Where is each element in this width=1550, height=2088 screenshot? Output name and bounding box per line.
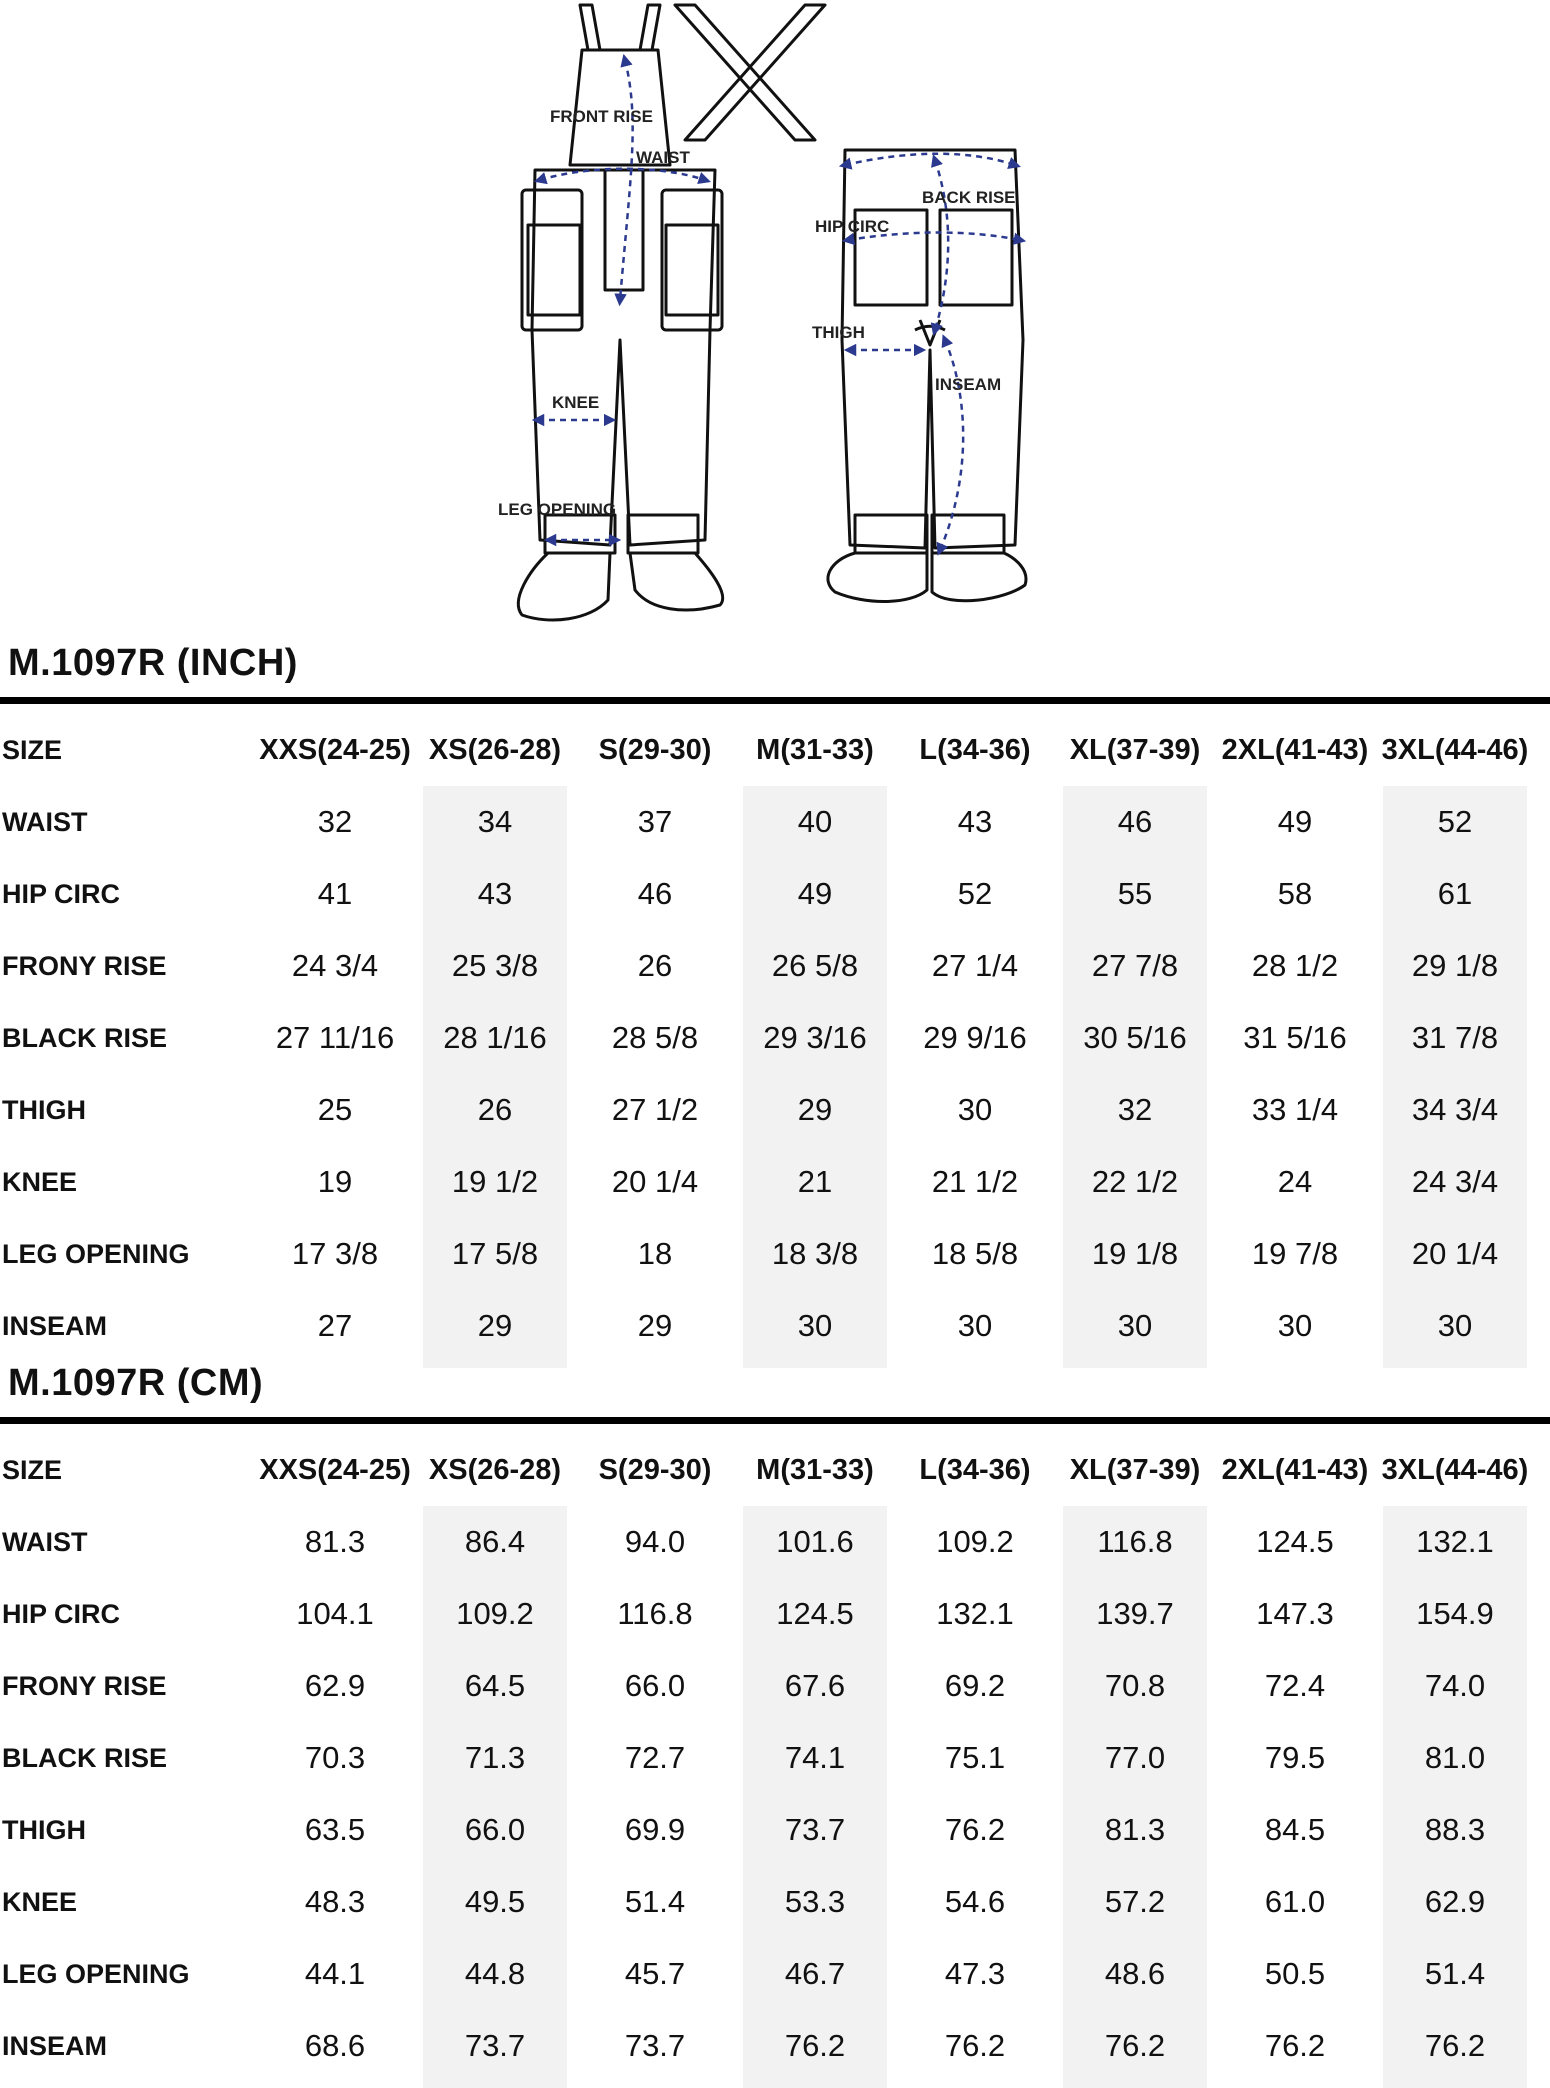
table-row: [0, 1800, 1550, 1860]
measurement-value: 109.2: [936, 1524, 1014, 1559]
measurement-value: 41: [317, 876, 353, 911]
measurement-value: 48.6: [1104, 1956, 1166, 1991]
measurement-label: BLACK RISE: [2, 1743, 168, 1773]
measurement-value: 54.6: [944, 1884, 1006, 1919]
measurement-value: 109.2: [456, 1596, 534, 1631]
size-header-cell: 2XL(41-43): [1221, 734, 1369, 766]
measurement-value: 76.2: [1264, 2028, 1326, 2063]
measurement-value: 52: [957, 876, 993, 911]
size-header-cell: S(29-30): [598, 1454, 712, 1486]
measurement-value: 43: [957, 804, 993, 839]
size-header-row: [0, 720, 1550, 780]
measurement-value: 30: [797, 1308, 833, 1343]
measurement-value: 132.1: [936, 1596, 1014, 1631]
measurement-value: 94.0: [624, 1524, 686, 1559]
measurement-value: 69.9: [624, 1812, 686, 1847]
table-row: [0, 936, 1550, 996]
measurement-value: 58: [1277, 876, 1313, 911]
measurement-value: 29 3/16: [763, 1020, 867, 1055]
measurement-value: 61.0: [1264, 1884, 1326, 1919]
measurement-value: 25 3/8: [451, 948, 539, 983]
inch-chart-title: M.1097R (INCH): [8, 642, 298, 684]
measurement-value: 63.5: [304, 1812, 366, 1847]
table-row: [0, 1224, 1550, 1284]
measurement-value: 76.2: [1104, 2028, 1166, 2063]
measurement-value: 57.2: [1104, 1884, 1166, 1919]
back-view-drawing: [675, 5, 1026, 602]
inseam-label: INSEAM: [935, 375, 1002, 394]
measurement-value: 79.5: [1264, 1740, 1326, 1775]
measurement-value: 19 1/2: [451, 1164, 539, 1199]
measurement-value: 33 1/4: [1251, 1092, 1339, 1127]
measurement-value: 69.2: [944, 1668, 1006, 1703]
size-header-cell: M(31-33): [756, 734, 874, 766]
measurement-value: 76.2: [1424, 2028, 1486, 2063]
measurement-value: 73.7: [624, 2028, 686, 2063]
measurement-value: 34: [477, 804, 513, 839]
measurement-label: KNEE: [2, 1887, 78, 1917]
table-row: [0, 1728, 1550, 1788]
measurement-label: FRONY RISE: [2, 1671, 167, 1701]
table-row: [0, 1080, 1550, 1140]
size-header-cell: XS(26-28): [428, 1454, 562, 1486]
measurement-value: 43: [477, 876, 513, 911]
size-header-cell: XXS(24-25): [259, 1454, 411, 1486]
measurement-value: 24 3/4: [1411, 1164, 1499, 1199]
measurement-value: 68.6: [304, 2028, 366, 2063]
measurement-value: 101.6: [776, 1524, 854, 1559]
measurement-value: 30: [1437, 1308, 1473, 1343]
measurement-value: 62.9: [304, 1668, 366, 1703]
measurement-value: 81.3: [1104, 1812, 1166, 1847]
measurement-label: KNEE: [2, 1167, 78, 1197]
front-measure-lines: [538, 60, 705, 540]
measurement-value: 84.5: [1264, 1812, 1326, 1847]
measurement-value: 70.3: [304, 1740, 366, 1775]
table-row: [0, 2016, 1550, 2076]
measurement-value: 22 1/2: [1091, 1164, 1179, 1199]
measurement-value: 19: [317, 1164, 353, 1199]
measurement-value: 67.6: [784, 1668, 846, 1703]
cm-title-divider: [0, 1417, 1550, 1424]
back-rise-label: BACK RISE: [922, 188, 1016, 207]
measurement-value: 55: [1117, 876, 1153, 911]
measurement-value: 51.4: [1424, 1956, 1486, 1991]
measurement-value: 76.2: [944, 2028, 1006, 2063]
size-header-cell: M(31-33): [756, 1454, 874, 1486]
measurement-label: FRONY RISE: [2, 951, 167, 981]
measurement-value: 29: [797, 1092, 833, 1127]
measurement-label: LEG OPENING: [2, 1239, 190, 1269]
measurement-value: 30 5/16: [1083, 1020, 1187, 1055]
measurement-value: 61: [1437, 876, 1473, 911]
front-rise-label: FRONT RISE: [550, 107, 653, 126]
measurement-value: 81.0: [1424, 1740, 1486, 1775]
table-row: [0, 1296, 1550, 1356]
size-header-cell: 2XL(41-43): [1221, 1454, 1369, 1486]
waist-label: WAIST: [636, 148, 690, 167]
cm-chart-title: M.1097R (CM): [8, 1362, 264, 1404]
measurement-value: 18 3/8: [771, 1236, 859, 1271]
measurement-value: 30: [1117, 1308, 1153, 1343]
size-header-cell: L(34-36): [919, 734, 1031, 766]
measurement-value: 26 5/8: [771, 948, 859, 983]
measurement-value: 73.7: [464, 2028, 526, 2063]
measurement-value: 30: [957, 1092, 993, 1127]
measurement-label: INSEAM: [2, 1311, 108, 1341]
size-header-cell: XL(37-39): [1069, 734, 1201, 766]
measurement-value: 44.8: [464, 1956, 526, 1991]
size-header-row: [0, 1440, 1550, 1500]
table-row: [0, 1584, 1550, 1644]
measurement-value: 51.4: [624, 1884, 686, 1919]
size-header-cell: S(29-30): [598, 734, 712, 766]
size-header-cell: 3XL(44-46): [1381, 734, 1529, 766]
measurement-value: 71.3: [464, 1740, 526, 1775]
measurement-value: 104.1: [296, 1596, 374, 1631]
measurement-value: 32: [1117, 1092, 1153, 1127]
measurement-label: THIGH: [2, 1815, 86, 1845]
table-row: [0, 1656, 1550, 1716]
measurement-value: 24: [1277, 1164, 1313, 1199]
measurement-value: 77.0: [1104, 1740, 1166, 1775]
measurement-value: 116.8: [1097, 1524, 1173, 1559]
measurement-value: 24 3/4: [291, 948, 379, 983]
measurement-value: 26: [637, 948, 673, 983]
measurement-label: HIP CIRC: [2, 1599, 121, 1629]
measurement-value: 74.1: [784, 1740, 846, 1775]
measurement-value: 40: [797, 804, 833, 839]
measurement-value: 50.5: [1264, 1956, 1326, 1991]
measurement-value: 25: [317, 1092, 353, 1127]
measurement-value: 30: [1277, 1308, 1313, 1343]
measurement-value: 31 5/16: [1243, 1020, 1347, 1055]
measurement-label: BLACK RISE: [2, 1023, 168, 1053]
measurement-value: 66.0: [464, 1812, 526, 1847]
knee-label: KNEE: [552, 393, 600, 412]
hip-circ-label: HIP CIRC: [815, 217, 890, 236]
cm-table: [0, 1440, 1550, 2080]
measurement-value: 28 1/2: [1251, 948, 1339, 983]
measurement-value: 124.5: [1256, 1524, 1334, 1559]
measurement-value: 19 1/8: [1091, 1236, 1179, 1271]
measurement-value: 17 5/8: [451, 1236, 539, 1271]
size-header-cell: L(34-36): [919, 1454, 1031, 1486]
measurement-value: 30: [957, 1308, 993, 1343]
measurement-label: INSEAM: [2, 2031, 108, 2061]
measurement-value: 27 7/8: [1091, 948, 1179, 983]
measurement-value: 72.7: [624, 1740, 686, 1775]
measurement-value: 64.5: [464, 1668, 526, 1703]
size-header-cell: XXS(24-25): [259, 734, 411, 766]
measurement-value: 29: [477, 1308, 513, 1343]
measurement-value: 132.1: [1416, 1524, 1494, 1559]
overalls-measurement-illustration: [470, 0, 1050, 630]
measurement-value: 139.7: [1096, 1596, 1174, 1631]
inch-title-divider: [0, 697, 1550, 704]
table-row: [0, 864, 1550, 924]
measurement-value: 19 7/8: [1251, 1236, 1339, 1271]
measurement-value: 20 1/4: [611, 1164, 699, 1199]
measurement-value: 74.0: [1424, 1668, 1486, 1703]
measurement-value: 70.8: [1104, 1668, 1166, 1703]
measurement-value: 34 3/4: [1411, 1092, 1499, 1127]
size-header-cell: XS(26-28): [428, 734, 562, 766]
measurement-value: 49: [1277, 804, 1313, 839]
measurement-value: 20 1/4: [1411, 1236, 1499, 1271]
measurement-value: 49.5: [464, 1884, 526, 1919]
measurement-value: 44.1: [304, 1956, 366, 1991]
measurement-value: 27: [317, 1308, 353, 1343]
measurement-value: 45.7: [624, 1956, 686, 1991]
measurement-value: 52: [1437, 804, 1473, 839]
measurement-value: 27 11/16: [275, 1020, 395, 1055]
measurement-value: 46: [1117, 804, 1153, 839]
inch-table: [0, 720, 1550, 1360]
measurement-value: 31 7/8: [1411, 1020, 1499, 1055]
measurement-value: 29 9/16: [923, 1020, 1027, 1055]
size-header-cell: XL(37-39): [1069, 1454, 1201, 1486]
measurement-value: 29 1/8: [1411, 948, 1499, 983]
measurement-value: 18 5/8: [931, 1236, 1019, 1271]
measurement-value: 62.9: [1424, 1884, 1486, 1919]
table-row: [0, 1872, 1550, 1932]
measurement-value: 86.4: [464, 1524, 526, 1559]
table-row: [0, 1152, 1550, 1212]
measurement-value: 21 1/2: [931, 1164, 1019, 1199]
table-row: [0, 1008, 1550, 1068]
measurement-value: 53.3: [784, 1884, 846, 1919]
measurement-label: WAIST: [2, 807, 88, 837]
measurement-label: WAIST: [2, 1527, 88, 1557]
measurement-value: 72.4: [1264, 1668, 1326, 1703]
measurement-value: 21: [797, 1164, 833, 1199]
measurement-value: 37: [637, 804, 673, 839]
measurement-value: 28 1/16: [443, 1020, 547, 1055]
measurement-value: 26: [477, 1092, 513, 1127]
measurement-value: 124.5: [776, 1596, 854, 1631]
measurement-label: LEG OPENING: [2, 1959, 190, 1989]
measurement-value: 46: [637, 876, 673, 911]
measurement-label: HIP CIRC: [2, 879, 121, 909]
measurement-value: 27 1/4: [931, 948, 1019, 983]
measurement-value: 76.2: [784, 2028, 846, 2063]
leg-opening-label: LEG OPENING: [498, 500, 617, 519]
measurement-value: 76.2: [944, 1812, 1006, 1847]
measurement-value: 46.7: [784, 1956, 846, 1991]
measurement-value: 116.8: [617, 1596, 693, 1631]
size-header-label: SIZE: [2, 735, 63, 765]
measurement-value: 47.3: [944, 1956, 1006, 1991]
measurement-value: 29: [637, 1308, 673, 1343]
measurement-value: 17 3/8: [291, 1236, 379, 1271]
table-row: [0, 792, 1550, 852]
table-row: [0, 1512, 1550, 1572]
measurement-value: 49: [797, 876, 833, 911]
measurement-value: 28 5/8: [611, 1020, 699, 1055]
measurement-value: 75.1: [944, 1740, 1006, 1775]
measurement-value: 88.3: [1424, 1812, 1486, 1847]
thigh-label: THIGH: [812, 323, 865, 342]
measurement-value: 154.9: [1416, 1596, 1494, 1631]
front-view-drawing: [518, 5, 722, 620]
size-header-label: SIZE: [2, 1455, 63, 1485]
measurement-value: 18: [637, 1236, 673, 1271]
measurement-value: 32: [317, 804, 353, 839]
measurement-value: 73.7: [784, 1812, 846, 1847]
measurement-value: 66.0: [624, 1668, 686, 1703]
size-header-cell: 3XL(44-46): [1381, 1454, 1529, 1486]
measurement-value: 48.3: [304, 1884, 366, 1919]
table-row: [0, 1944, 1550, 2004]
measurement-value: 147.3: [1256, 1596, 1334, 1631]
measurement-value: 27 1/2: [611, 1092, 699, 1127]
measurement-label: THIGH: [2, 1095, 86, 1125]
measurement-value: 81.3: [304, 1524, 366, 1559]
